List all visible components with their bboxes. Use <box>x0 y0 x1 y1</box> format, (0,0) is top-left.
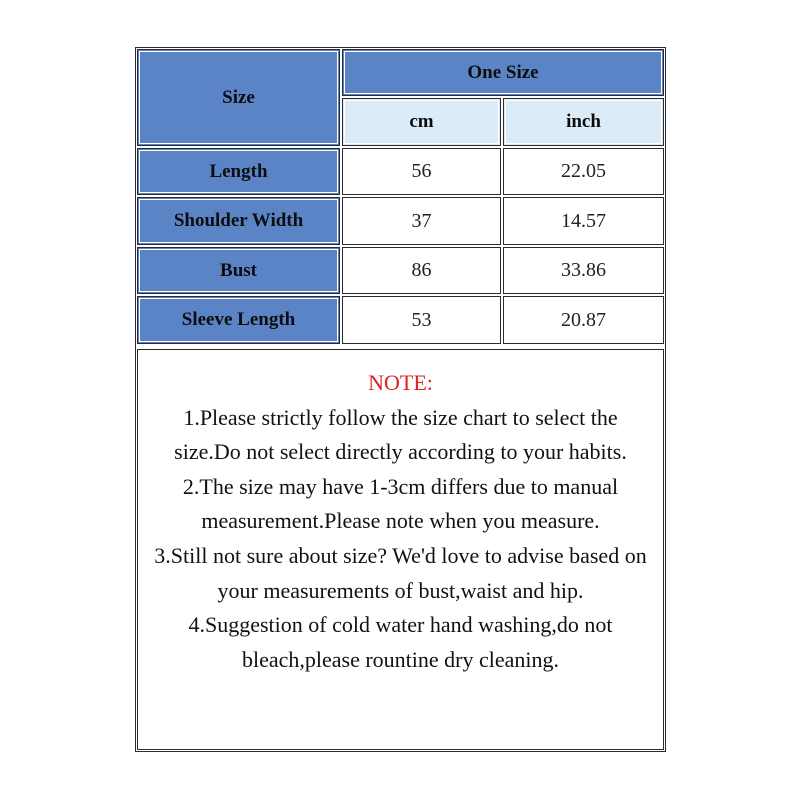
inch-unit-label: inch <box>566 111 601 132</box>
inch-value: 14.57 <box>561 209 606 232</box>
notes-panel <box>137 349 664 750</box>
cm-value: 56 <box>411 160 432 182</box>
note-item: 1.Please strictly follow the size chart to select the size.Do not select directly according to your habits. <box>174 404 627 465</box>
inch-value: 33.86 <box>561 259 606 281</box>
note-item: 2.The size may have 1-3cm differs due to manual measurement.Please note when you measure. <box>182 473 619 534</box>
cm-unit-label: cm <box>409 111 434 132</box>
note-item: 3.Still not sure about size? We'd love to advise based on your measurements of bust,waist and hip. <box>154 542 647 603</box>
size-header-label: Size <box>222 86 255 108</box>
row-label: Shoulder Width <box>173 210 304 231</box>
note-title: NOTE: <box>368 370 433 395</box>
note-item: 4.Suggestion of cold water hand washing,do not bleach,please rountine dry cleaning. <box>188 612 613 672</box>
inch-value: 20.87 <box>561 308 606 331</box>
cm-value: 37 <box>411 209 432 232</box>
cm-value: 53 <box>411 308 432 331</box>
cm-value: 86 <box>411 259 432 281</box>
inch-value: 22.05 <box>561 160 606 182</box>
one-size-header-label: One Size <box>467 61 539 83</box>
row-label: Length <box>209 160 268 182</box>
row-label: Sleeve Length <box>181 309 296 330</box>
row-label: Bust <box>220 259 257 281</box>
